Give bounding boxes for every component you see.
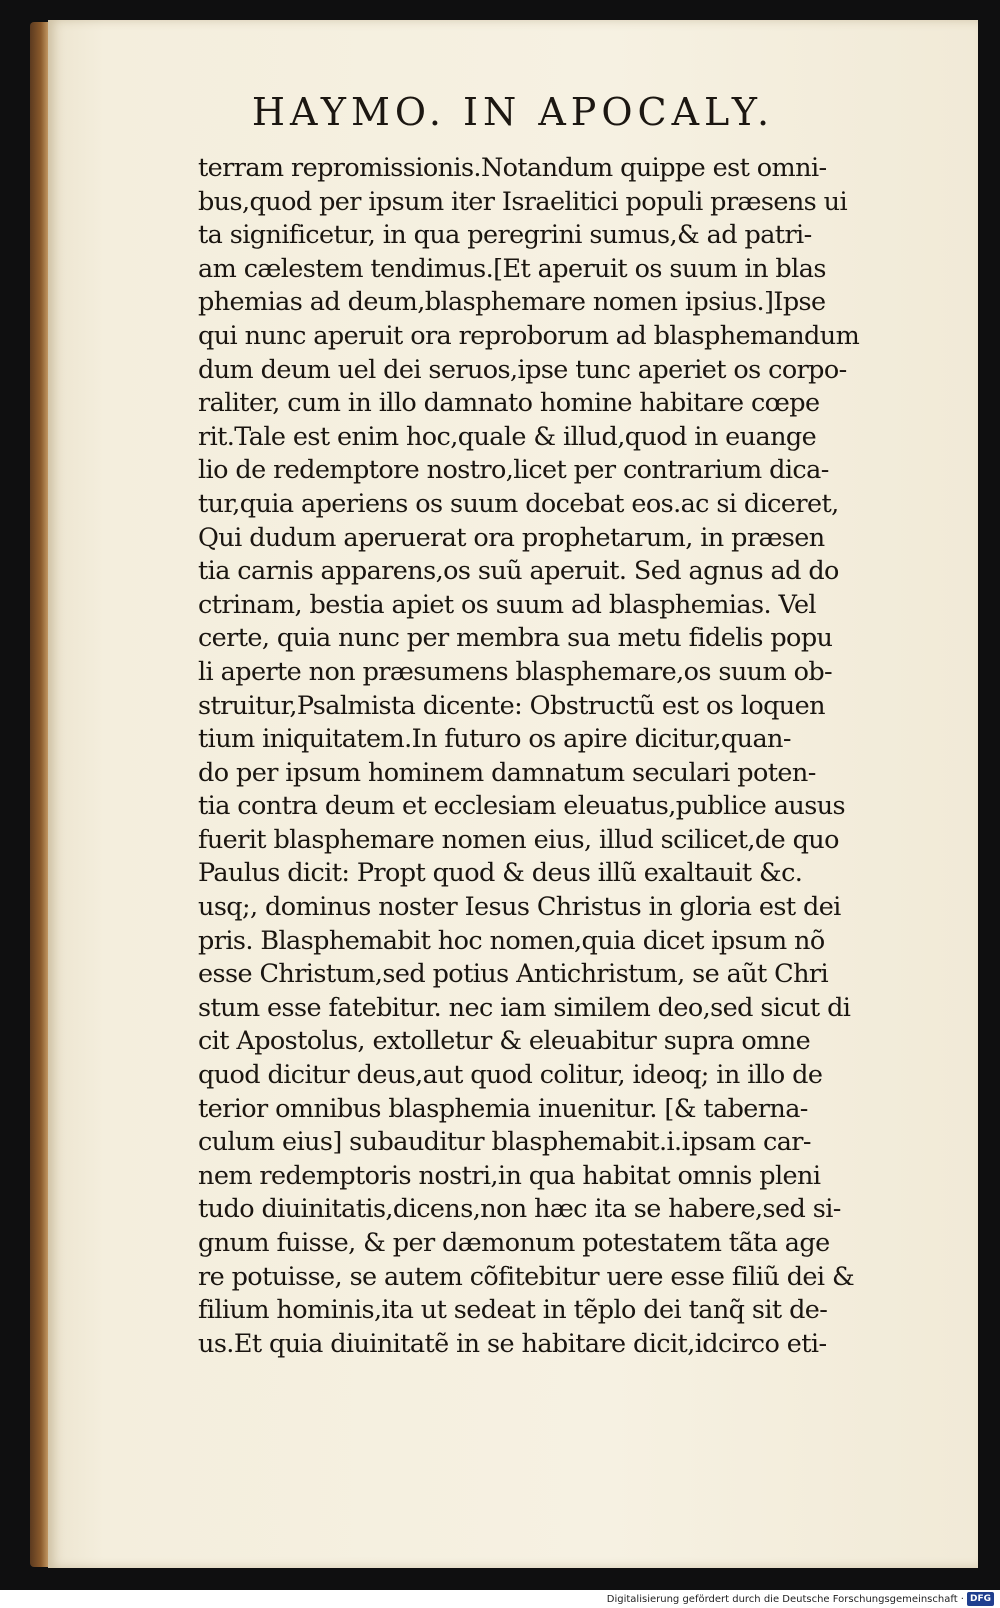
text-line: ctrinam, bestia apiet os suum ad blasphemias. Vel	[198, 589, 816, 620]
text-line: rit.Tale est enim hoc,quale & illud,quod in euange	[198, 421, 817, 452]
body-text	[198, 152, 968, 1552]
text-line: re potuisse, se autem cõfitebitur uere esse filiũ dei &	[198, 1261, 855, 1292]
text-line: lio de redemptore nostro,licet per contrarium dica-	[198, 455, 829, 486]
text-line: dum deum uel dei seruos,ipse tunc aperiet os corpo-	[198, 354, 847, 385]
book-page	[48, 20, 978, 1568]
text-line: culum eius] subauditur blasphemabit.i.ipsam car-	[198, 1127, 811, 1158]
text-line: Paulus dicit: Propt quod & deus illũ exaltauit &c.	[198, 858, 803, 889]
text-line: raliter, cum in illo damnato homine habitare cœpe	[198, 388, 820, 419]
text-line: qui nunc aperuit ora reproborum ad blasphemandum	[198, 320, 860, 351]
text-line: cit Apostolus, extolletur & eleuabitur supra omne	[198, 1026, 811, 1057]
text-line: gnum fuisse, & per dæmonum potestatem tãta age	[198, 1228, 830, 1258]
dfg-logo: DFG	[967, 1592, 994, 1606]
text-line: tium iniquitatem.In futuro os apire dicitur,quan-	[198, 724, 791, 755]
text-line: us.Et quia diuinitatẽ in se habitare dicit,idcirco eti-	[198, 1328, 827, 1359]
text-line: terior omnibus blasphemia inuenitur. [& taberna-	[198, 1093, 808, 1124]
text-line: tia contra deum et ecclesiam eleuatus,publice ausus	[198, 791, 846, 822]
text-line: li aperte non præsumens blasphemare,os suum ob-	[198, 656, 833, 687]
text-line: tia carnis apparens,os suũ aperuit. Sed agnus ad do	[198, 556, 839, 587]
digitization-footer	[607, 1591, 994, 1607]
running-head: HAYMO. IN APOCALY.	[251, 90, 775, 134]
text-line: am cælestem tendimus.[Et aperuit os suum in blas	[198, 253, 826, 284]
text-line: filium hominis,ita ut sedeat in tẽplo dei tanq̃ sit de-	[198, 1295, 828, 1326]
text-line: nem redemptoris nostri,in qua habitat omnis pleni	[198, 1160, 821, 1191]
text-line: pris. Blasphemabit hoc nomen,quia dicet ipsum nõ	[198, 925, 825, 956]
text-line: do per ipsum hominem damnatum seculari poten-	[198, 757, 816, 788]
text-line: tudo diuinitatis,dicens,non hæc ita se habere,sed si-	[198, 1194, 841, 1225]
text-line: stum esse fatebitur. nec iam similem deo,sed sicut di	[198, 992, 851, 1023]
text-line: terram repromissionis.Notandum quippe est omni-	[198, 153, 827, 183]
text-line: phemias ad deum,blasphemare nomen ipsius.]Ipse	[198, 287, 826, 318]
text-line: struitur,Psalmista dicente: Obstructũ est os loquen	[198, 690, 825, 721]
text-line: tur,quia aperiens os suum docebat eos.ac si diceret,	[198, 488, 839, 519]
text-line: fuerit blasphemare nomen eius, illud scilicet,de quo	[198, 824, 839, 855]
text-line: bus,quod per ipsum iter Israelitici populi præsens ui	[198, 186, 848, 217]
text-line: quod dicitur deus,aut quod colitur, ideoq; in illo de	[198, 1060, 823, 1091]
text-line: usq;, dominus noster Iesus Christus in gloria est dei	[198, 892, 841, 923]
text-line: ta significetur, in qua peregrini sumus,& ad patri-	[198, 220, 812, 251]
text-line: Qui dudum aperuerat ora prophetarum, in præsen	[198, 522, 825, 553]
text-line: esse Christum,sed potius Antichristum, se aũt Chri	[198, 959, 829, 990]
text-line: certe, quia nunc per membra sua metu fidelis popu	[198, 623, 833, 654]
footer-credit: Digitalisierung gefördert durch die Deutsche Forschungsgemeinschaft ·	[606, 1593, 964, 1605]
